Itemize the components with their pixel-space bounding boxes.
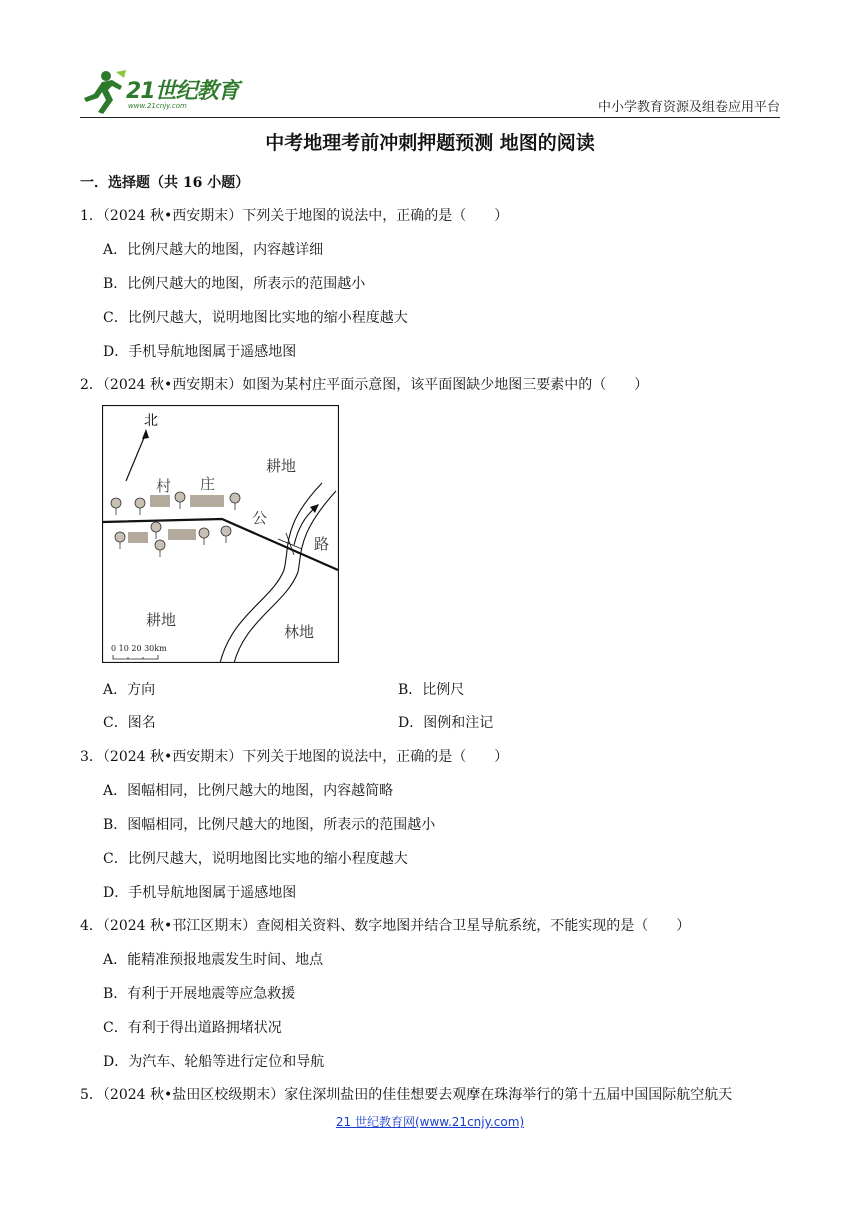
option: A．比例尺越大的地图，内容越详细	[103, 242, 324, 258]
village-label: 村	[156, 477, 172, 495]
option: C．比例尺越大，说明地图比实地的缩小程度越大	[103, 310, 408, 326]
option: D．图例和注记	[398, 715, 494, 731]
page-title: 中考地理考前冲刺押题预测 地图的阅读	[265, 132, 595, 154]
road-label: 路	[314, 535, 330, 553]
logo	[80, 66, 250, 116]
farmland-label: 耕地	[146, 611, 177, 629]
option: A．图幅相同，比例尺越大的地图，内容越简略	[103, 783, 394, 799]
question-stem: 2．（2024 秋•西安期末）如图为某村庄平面示意图，该平面图缺少地图三要素中的（ ）	[80, 377, 649, 393]
village-label: 庄	[200, 475, 216, 493]
village-map	[102, 405, 339, 663]
platform-name: 中小学教育资源及组卷应用平台	[597, 100, 780, 115]
house	[128, 532, 148, 543]
footer-link[interactable]: 21 世纪教育网(www.21cnjy.com)	[335, 1115, 525, 1129]
question-stem: 5．（2024 秋•盐田区校级期末）家住深圳盐田的佳佳想要去观摩在珠海举行的第十五届中国国际航空航天	[80, 1087, 733, 1103]
runner-logo-icon	[80, 68, 128, 116]
house	[168, 529, 196, 540]
north-label: 北	[144, 413, 158, 429]
option: C．图名	[103, 715, 156, 731]
option: D．手机导航地图属于遥感地图	[103, 344, 297, 360]
scale-label: 0 10 20 30km	[111, 644, 167, 653]
logo-url: www.21cnjy.com	[128, 102, 187, 110]
farmland-label: 耕地	[266, 457, 297, 475]
option: A．能精准预报地震发生时间、地点	[103, 952, 324, 968]
option: A．方向	[103, 682, 156, 698]
option: D．为汽车、轮船等进行定位和导航	[103, 1054, 325, 1070]
forest-label: 林地	[284, 623, 315, 641]
option: B．有利于开展地震等应急救援	[103, 986, 296, 1002]
page-header	[80, 66, 780, 118]
question-stem: 4．（2024 秋•邗江区期末）查阅相关资料、数字地图并结合卫星导航系统，不能实现的是（ ）	[80, 918, 691, 934]
option: D．手机导航地图属于遥感地图	[103, 885, 297, 901]
logo-text: 21世纪教育	[126, 79, 239, 104]
header-divider	[80, 117, 780, 118]
question-stem: 1．（2024 秋•西安期末）下列关于地图的说法中，正确的是（ ）	[80, 208, 509, 224]
house	[150, 495, 170, 507]
option: C．比例尺越大，说明地图比实地的缩小程度越大	[103, 851, 408, 867]
road-label: 公	[252, 509, 268, 527]
option: C．有利于得出道路拥堵状况	[103, 1020, 282, 1036]
option: B．比例尺越大的地图，所表示的范围越小	[103, 276, 366, 292]
option: B．比例尺	[398, 682, 465, 698]
house	[190, 495, 224, 507]
question-stem: 3．（2024 秋•西安期末）下列关于地图的说法中，正确的是（ ）	[80, 749, 509, 765]
option: B．图幅相同，比例尺越大的地图，所表示的范围越小	[103, 817, 436, 833]
section-heading: 一．选择题（共 16 小题）	[80, 175, 250, 191]
